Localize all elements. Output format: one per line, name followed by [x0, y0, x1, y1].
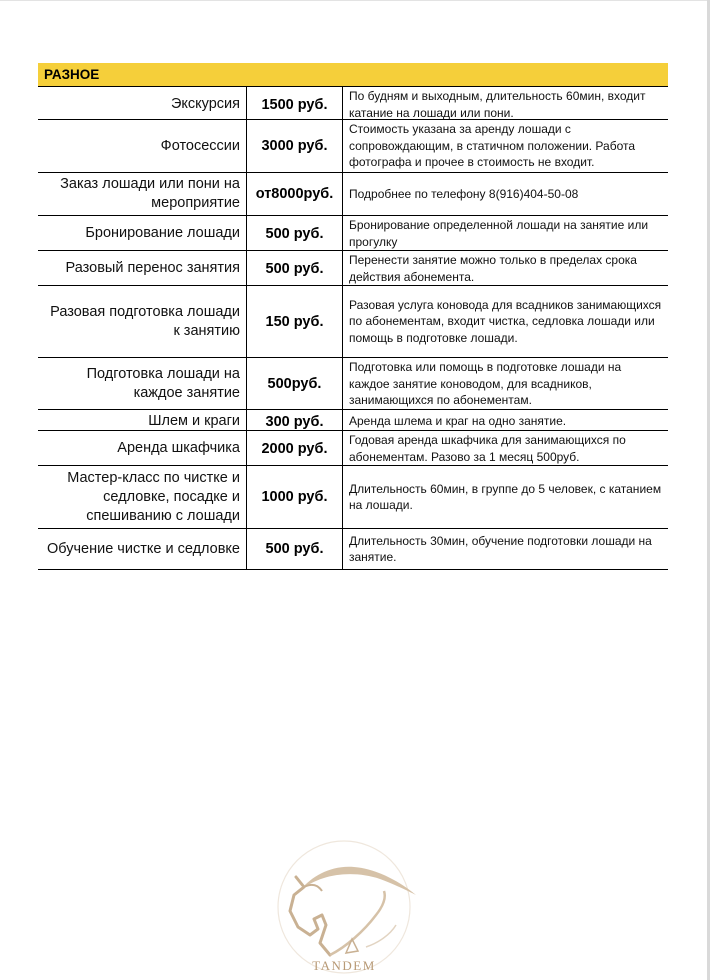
service-name: Разовая подготовка лошади к занятию: [38, 286, 247, 357]
service-price: 2000 руб.: [247, 431, 343, 466]
service-description: Подробнее по телефону 8(916)404-50-08: [349, 186, 579, 201]
service-name: Разовый перенос занятия: [38, 251, 247, 286]
price-table: [38, 63, 668, 570]
service-description: Бронирование определенной лошади на занятие или прогулку: [349, 218, 649, 249]
service-name: Обучение чистке и седловке: [38, 529, 247, 569]
table-row: [38, 87, 668, 120]
service-name: Подготовка лошади на каждое занятие: [38, 358, 247, 410]
service-description: По будням и выходным, длительность 60мин, входит катание на лошади или пони.: [349, 89, 646, 120]
service-description: Аренда шлема и краг на одно занятие.: [349, 414, 567, 429]
table-row: [38, 216, 668, 251]
service-price: 500 руб.: [247, 251, 343, 286]
service-name: Заказ лошади или пони на мероприятие: [38, 173, 247, 215]
service-description: Длительность 30мин, обучение подготовки лошади на занятие.: [349, 533, 652, 564]
table-row: [38, 358, 668, 410]
table-row: [38, 251, 668, 286]
service-price: 500 руб.: [247, 216, 343, 251]
table-row: [38, 173, 668, 216]
service-description: Перенести занятие можно только в пределах срока действия абонемента.: [349, 253, 637, 284]
table-row: [38, 529, 668, 570]
table-row: [38, 410, 668, 431]
service-name: Мастер-класс по чистке и седловке, посадке и спешиванию с лошади: [38, 466, 247, 528]
service-name: Шлем и краги: [38, 410, 247, 433]
service-name: Бронирование лошади: [38, 216, 247, 251]
table-row: [38, 120, 668, 173]
service-description: Разовая услуга коновода для всадников занимающихся по абонементам, входит чистка, седловка лошади или помощь в подготовке лошади.: [349, 297, 662, 345]
table-row: [38, 286, 668, 358]
service-price: от8000руб.: [247, 173, 343, 215]
service-name: Фотосессии: [38, 120, 247, 172]
service-price: 3000 руб.: [247, 120, 343, 172]
page-top-edge: [0, 0, 710, 1]
section-title: РАЗНОЕ: [38, 63, 668, 87]
service-price: 1000 руб.: [247, 466, 343, 528]
service-description: Годовая аренда шкафчика для занимающихся по абонементам. Разово за 1 месяц 500руб.: [349, 433, 626, 464]
service-description: Длительность 60мин, в группе до 5 человек, с катанием на лошади.: [349, 481, 662, 512]
service-price: 1500 руб.: [247, 87, 343, 122]
service-price: 300 руб.: [247, 410, 343, 433]
table-row: [38, 466, 668, 529]
table-row: [38, 431, 668, 466]
service-price: 500 руб.: [247, 529, 343, 569]
service-price: 500руб.: [247, 358, 343, 410]
service-name: Аренда шкафчика: [38, 431, 247, 466]
service-description: Подготовка или помощь в подготовке лошади на каждое занятие коноводом, для всадников, занимающихся по абонементам.: [349, 360, 622, 407]
service-price: 150 руб.: [247, 286, 343, 357]
service-name: Экскурсия: [38, 87, 247, 122]
logo-text: TANDEM: [312, 958, 376, 973]
service-description: Стоимость указана за аренду лошади с сопровождающим, в статичном положении. Работа фотографа и прочее в стоимость не входит.: [349, 122, 636, 170]
